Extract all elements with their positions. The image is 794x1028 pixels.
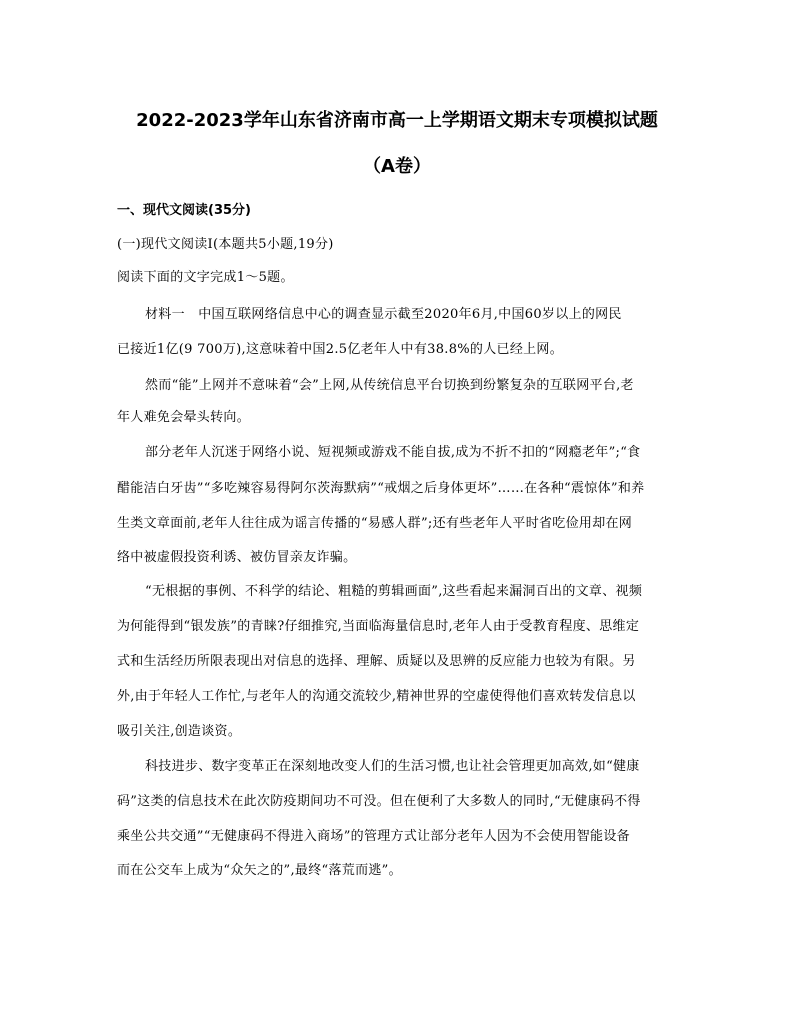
document-title: 2022-2023学年山东省济南市高一上学期语文期末专项模拟试题: [136, 110, 658, 131]
paragraph-5-line-1: 科技进步、数字变革正在深刻地改变人们的生活习惯,也让社会管理更加高效,如“健康: [145, 759, 640, 774]
paragraph-2-line-2: 年人难免会晕头转向。: [117, 410, 251, 425]
paragraph-1-line-2: 已接近1亿(9 700万),这意味着中国2.5亿老年人中有38.8%的人已经上网。: [117, 342, 564, 357]
paragraph-5-line-2: 码”这类的信息技术在此次防疫期间功不可没。但在便利了大多数人的同时,“无健康码不得: [117, 794, 641, 809]
paragraph-5-line-4: 而在公交车上成为“众矢之的”,最终“落荒而逃”。: [117, 863, 402, 878]
paragraph-3-line-4: 络中被虚假投资利诱、被仿冒亲友诈骗。: [117, 550, 357, 565]
paragraph-4-line-1: “无根据的事例、不科学的结论、粗糙的剪辑画面”,这些看起来漏洞百出的文章、视频: [145, 584, 643, 599]
paragraph-3-line-1: 部分老年人沉迷于网络小说、短视频或游戏不能自拔,成为不折不扣的“网瘾老年”;“食: [145, 445, 641, 460]
paragraph-4-line-3: 式和生活经历所限表现出对信息的选择、理解、质疑以及思辨的反应能力也较为有限。另: [117, 654, 636, 669]
paragraph-4-line-4: 外,由于年轻人工作忙,与老年人的沟通交流较少,精神世界的空虚使得他们喜欢转发信息以: [117, 689, 636, 704]
subsection-heading: (一)现代文阅读Ⅰ(本题共5小题,19分): [117, 237, 334, 252]
paragraph-4-line-2: 为何能得到“银发族”的青睐?仔细推究,当面临海量信息时,老年人由于受教育程度、思维定: [117, 619, 640, 634]
reading-instruction: 阅读下面的文字完成1～5题。: [117, 270, 294, 285]
document-title-volume: （A卷）: [363, 156, 431, 177]
paragraph-2-line-1: 然而“能”上网并不意味着“会”上网,从传统信息平台切换到纷繁复杂的互联网平台,老: [145, 378, 634, 393]
paragraph-3-line-2: 醋能洁白牙齿”“多吃辣容易得阿尔茨海默病”“戒烟之后身体更坏”……在各种“震惊体”和养: [117, 481, 645, 496]
paragraph-5-line-3: 乘坐公共交通”“无健康码不得进入商场”的管理方式让部分老年人因为不会使用智能设备: [117, 829, 630, 844]
paragraph-4-line-5: 吸引关注,创造谈资。: [117, 724, 242, 739]
paragraph-1-line-1: 材料一 中国互联网络信息中心的调查显示截至2020年6月,中国60岁以上的网民: [145, 307, 622, 322]
paragraph-3-line-3: 生类文章面前,老年人往往成为谣言传播的“易感人群”;还有些老年人平时省吃俭用却在网: [117, 516, 633, 531]
section-heading: 一、现代文阅读(35分): [117, 203, 251, 218]
